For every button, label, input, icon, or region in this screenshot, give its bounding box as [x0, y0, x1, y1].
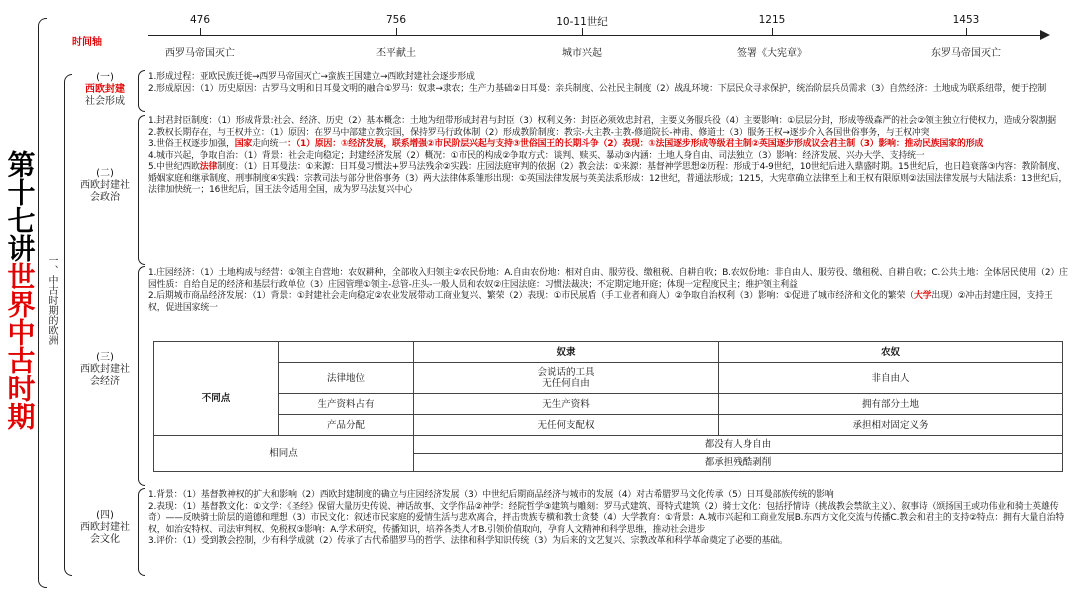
content-line: 3.评价：（1）受到教会控制，少有科学成就（2）传承了古代希腊罗马的哲学、法律和科学知识传统（3）为后来的文艺复兴、宗教改革和科学革命奠定了必要的基础。	[148, 536, 788, 546]
table-cell: 拥有部分土地	[719, 394, 1063, 415]
content-line: 1.庄园经济：（1）土地构成与经营：①领主自营地：农奴耕种，全部收入归领主②农民份地：A.自由农份地：相对自由、服劳役、缴租税、自耕自收；B.农奴份地：非自由人、服劳役、缴租税、自耕自收；C.公共土地：全体居民使用（2）庄园性质：自给自足的经济和基层行政单位（3）庄园管理①领主-总管-庄头-一般人员和农奴②庄园法庭：习惯法裁决；不定期定地开庭；体现一定程度民主；维护领主利益	[148, 268, 1068, 290]
table-cell: 都承担残酷剥削	[414, 454, 1063, 472]
comparison-table	[153, 341, 1063, 472]
table-corner	[154, 342, 279, 363]
line-text: 2.后期城市商品经济发展：（1）背景：①封建社会走向稳定②农业发展带动工商业复兴、繁荣（2）表现：①市民展盾（手工业者和商人）②争取自治权利（3）影响：①促进了城市经济和文化的繁荣（	[148, 291, 914, 301]
timeline-tick	[396, 28, 397, 35]
table-cell: 承担相对固定义务	[719, 415, 1063, 436]
section-name: 西欧封建社会政治	[80, 180, 130, 203]
table-header: 奴隶	[414, 342, 719, 363]
inner-brace	[64, 74, 72, 576]
table-cell: 非自由人	[719, 363, 1063, 394]
table-cell: 生产资料占有	[279, 394, 414, 415]
timeline-event: 东罗马帝国灭亡	[931, 48, 1001, 59]
table-cell: 都没有人身自由	[414, 436, 1063, 454]
content-line	[148, 291, 1068, 314]
timeline-axis	[148, 35, 1043, 36]
table-header: 农奴	[719, 342, 1063, 363]
section-brace-2	[138, 115, 145, 265]
content-line: 1.封君封臣制度：（1）形成背景:社会、经济、历史（2）基本概念：土地为纽带形成封君与封臣（3）权利义务：封臣必须效忠封君，主要义务服兵役（4）主要影响：①层层分封，形成等级森严的社会②领主独立行使权力，造成分裂割据	[148, 116, 1056, 126]
table-cell: 会说话的工具 无任何自由	[414, 363, 719, 394]
section-num: (一)	[96, 72, 114, 83]
highlight-text: 法律	[199, 162, 218, 172]
highlight-text: 大学	[913, 291, 932, 301]
content-line: 2.教权长期存在，与王权并立：（1）原因：在罗马中部建立教宗国，保持罗马行政体制（2）形成教阶制度：教宗-大主教-主教-修道院长-神甫、修道士（3）服务王权→逐步介入各国世俗事务，与王权冲突	[148, 127, 930, 138]
section-name-red: 西欧封建	[85, 84, 125, 95]
table-cell: 无生产资料	[414, 394, 719, 415]
section-name: 社会形成	[85, 96, 125, 107]
section-2-label	[76, 168, 134, 204]
section-2-content	[148, 116, 1068, 197]
lecture-number: 第十七讲	[3, 150, 37, 262]
content-line: 2.表现：（1）基督教文化：①文学：《圣经》保留大量历史传说、神话故事、文学作品②神学：经院哲学③建筑与雕刻：罗马式建筑、哥特式建筑（2）骑士文化：包括抒情诗（挑战教会禁欲主义）、叙事诗（颂扬国王或功伟业和骑士英雄传奇）——反映骑士阶层的道德和理想（3）市民文化：叙述市民家庭的爱情生活与悲欢离合，抨击贵族专横和教士贪婪（4）大学教育：①背景：A.城市兴起和工商业发展B.东西方文化交流与传播C.教会和君主的支持②特点：拥有大量自治特权，如治安特权、司法审判权、免税权③影响：A.学术研究，传播知识，培养各类人才B.引领价值取向，孕育人文精神和科学思维，推动社会进步	[148, 501, 1065, 535]
timeline-tick	[966, 28, 967, 35]
timeline-year: 476	[189, 14, 211, 26]
section-name: 西欧封建社会经济	[80, 364, 130, 387]
timeline-tick	[772, 28, 773, 35]
lecture-title	[2, 150, 38, 430]
line-text: 5.中世纪西欧	[148, 162, 200, 172]
content-line	[148, 139, 1068, 151]
timeline-year: 756	[385, 14, 407, 26]
table-cell: 无任何支配权	[414, 415, 719, 436]
section-4-label	[76, 510, 134, 546]
section-brace-4	[138, 488, 145, 576]
content-line: 1.形成过程：亚欧民族迁徙→西罗马帝国灭亡→蛮族王国建立→西欧封建社会逐步形成	[148, 72, 475, 82]
diff-label: 不同点	[154, 363, 279, 436]
content-line	[148, 162, 1068, 197]
subtitle-text: 一、中古时期的欧洲	[46, 255, 57, 345]
line-text: 出现）②冲击封建庄园，支持王权，促进国家统一	[148, 291, 1053, 313]
same-label: 相同点	[154, 436, 414, 472]
highlight-text: ：（1）原因：①经济发展，联系增强②市民阶层兴起与支持③世俗国王的长期斗争（2）表现：①法国逐步形成等级君主制②英国逐步形成议会君主制（3）影响：推动民族国家的形成	[287, 139, 984, 149]
table-corner	[279, 342, 414, 363]
line-text: 制度：（1）日耳曼法：①来源：日耳曼习惯法+罗马法残余②实践：庄园法庭审判的依据（2）教会法：①来源：基督神学思想②历程：形成于4-9世纪，10世纪后进入鼎盛时期。15世纪后，也日趋衰落③内容：教阶制度、婚姻家庭和继承制度、刑事制度④实践：宗教司法与部分世俗事务（3）两大法律体系雏形出现：①英国法律发展与英美法系形成：12世纪，普通法形成；1215，大宪章确立法律至上和王权有限原则②法国法律发展与大陆法系：13世纪后，法律加快统一；16世纪后，国王法令适用全国，成为罗马法复兴中心	[148, 162, 1068, 195]
section-3-label	[76, 352, 134, 388]
section-name: 西欧封建社会文化	[80, 522, 130, 545]
section-1-label	[76, 72, 134, 108]
timeline-year: 1215	[758, 14, 786, 26]
section-brace-1	[138, 70, 145, 112]
line-text: 走向统一	[252, 139, 288, 149]
lecture-name: 世界中古时期	[3, 262, 37, 430]
line-text: 3.世俗王权逐步加强，	[148, 139, 235, 149]
timeline-event: 签署《大宪章》	[737, 48, 807, 59]
timeline-label: 时间轴	[72, 37, 102, 48]
timeline-event: 丕平献土	[376, 48, 416, 59]
subtitle	[44, 255, 58, 349]
content-line: 2.形成原因：（1）历史原因：古罗马文明和日耳曼文明的融合①罗马：奴隶→隶农；生产力基础②日耳曼：亲兵制度、公社民主制度（2）战乱环境：下层民众寻求保护，统治阶层兵员需求（3）自然经济：土地成为联系纽带，便于控制	[148, 83, 1047, 94]
section-4-content	[148, 490, 1068, 548]
timeline-event: 西罗马帝国灭亡	[165, 48, 235, 59]
timeline-tick	[582, 28, 583, 35]
timeline-arrow-icon	[1040, 30, 1050, 40]
timeline-year: 10-11世纪	[556, 16, 608, 28]
section-num: (四)	[96, 510, 114, 521]
section-num: (三)	[96, 352, 114, 363]
section-1-content	[148, 72, 1068, 95]
timeline-event: 城市兴起	[562, 48, 602, 59]
timeline-tick	[200, 28, 201, 35]
table-cell: 法律地位	[279, 363, 414, 394]
section-num: (二)	[96, 168, 114, 179]
content-line: 1.背景：（1）基督教神权的扩大和影响（2）西欧封建制度的确立与庄园经济发展（3）中世纪后期商品经济与城市的发展（4）对古希腊罗马文化传承（5）日耳曼部族传统的影响	[148, 490, 834, 500]
content-line: 4.城市兴起，争取自治：（1）背景：社会走向稳定；封建经济发展（2）概况：①市民的构成②争取方式：谈判、赎买、暴动③内涵：土地人身自由、司法独立（3）影响：经济发展、兴办大学、支持统一	[148, 150, 925, 161]
section-3-content	[148, 268, 1068, 314]
timeline-year: 1453	[952, 14, 980, 26]
highlight-text: 国家	[234, 139, 253, 149]
section-brace-3	[138, 266, 145, 486]
table-cell: 产品分配	[279, 415, 414, 436]
